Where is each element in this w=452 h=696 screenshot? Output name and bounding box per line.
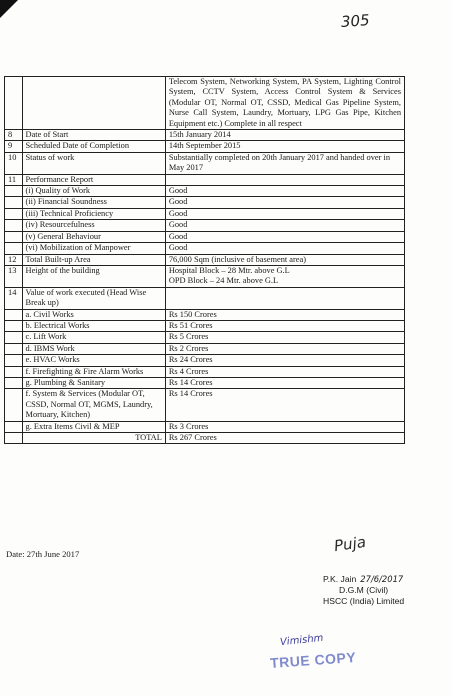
row-label: f. System & Services (Modular OT, CSSD, Normal OT, MGMS, Laundry, Mortuary, Kitchen) (22, 389, 165, 421)
row-value: 76,000 Sqm (inclusive of basement area) (165, 254, 404, 265)
row-label: Height of the building (22, 265, 165, 287)
row-number: 8 (5, 130, 23, 141)
table-row (5, 141, 405, 152)
row-label: Performance Report (22, 174, 165, 185)
signatory-organization: HSCC (India) Limited (323, 596, 405, 606)
table-row (5, 186, 405, 197)
row-value: Good (165, 231, 404, 242)
table-row (5, 243, 405, 254)
row-value (165, 265, 404, 287)
row-number: 12 (5, 254, 23, 265)
row-label: (iv) Resourcefulness (22, 220, 165, 231)
table-row (5, 174, 405, 185)
row-label: (v) General Behaviour (22, 231, 165, 242)
table-row (5, 130, 405, 141)
row-value: 14th September 2015 (165, 141, 404, 152)
row-label: d. IBMS Work (22, 343, 165, 354)
table-row (5, 197, 405, 208)
row-value: Good (165, 197, 404, 208)
row-label: Date of Start (22, 130, 165, 141)
height-hospital-block: Hospital Block – 28 Mtr. above G.L (168, 265, 290, 275)
row-value: Rs 5 Crores (165, 332, 404, 343)
row-number: 11 (5, 174, 23, 185)
row-value: Rs 2 Crores (165, 343, 404, 354)
table-row (5, 220, 405, 231)
table-row (5, 332, 405, 343)
row-label: Status of work (22, 152, 165, 174)
table-row (5, 231, 405, 242)
row-value: Rs 24 Crores (165, 355, 404, 366)
row-number: 14 (5, 287, 23, 309)
document-date: Date: 27th June 2017 (6, 549, 80, 559)
table-row (5, 309, 405, 320)
table-row (5, 343, 405, 354)
row-value: Good (165, 220, 404, 231)
row-number: 9 (5, 141, 23, 152)
row-value: Substantially completed on 20th January 2017 and handed over in May 2017 (165, 152, 404, 174)
row-label: Total Built-up Area (22, 254, 165, 265)
row-value: Rs 150 Crores (165, 309, 404, 320)
row-value: 15th January 2014 (165, 130, 404, 141)
handwritten-signature: Puja (332, 532, 368, 556)
row-label: a. Civil Works (22, 309, 165, 320)
table-row (5, 320, 405, 331)
page-corner-mark (0, 0, 18, 18)
table-row (5, 366, 405, 377)
table-row (5, 152, 405, 174)
signatory-designation: D.G.M (Civil) (339, 585, 389, 595)
row-value: Rs 14 Crores (165, 377, 404, 388)
row-label: g. Extra Items Civil & MEP (22, 421, 165, 432)
signatory-name: P.K. Jain (323, 574, 357, 584)
stamp-signature: Vimishm (279, 632, 324, 649)
row-label: (i) Quality of Work (22, 186, 165, 197)
true-copy-stamp: TRUE COPY (269, 649, 357, 671)
row-value: Good (165, 243, 404, 254)
row-label: (ii) Financial Soundness (22, 197, 165, 208)
table-row (5, 421, 405, 432)
total-label: TOTAL (22, 433, 165, 444)
row-label: (iii) Technical Proficiency (22, 208, 165, 219)
table-row (5, 433, 405, 444)
row-label: f. Firefighting & Fire Alarm Works (22, 366, 165, 377)
table-row (5, 389, 405, 421)
row-label: Value of work executed (Head Wise Break up) (22, 287, 165, 309)
work-details-table (4, 76, 405, 444)
table-row (5, 265, 405, 287)
height-opd-block: OPD Block – 24 Mtr. above G.L (168, 276, 279, 286)
signatory-block (323, 574, 404, 607)
scope-continuation: Telecom System, Networking System, PA System, Lighting Control System, CCTV System, Access Control System & Services (Modular OT, Normal OT, CSSD, Medical Gas Pipeline System, Nurse Call System, Laundry, Mortuary, LPG Gas Pipe, Kitchen Equipment etc.) Complete in all respect (165, 77, 404, 130)
row-value: Good (165, 208, 404, 219)
row-number: 13 (5, 265, 23, 287)
table-row (5, 377, 405, 388)
row-value: Rs 14 Crores (165, 389, 404, 421)
table-row (5, 287, 405, 309)
row-label: Scheduled Date of Completion (22, 141, 165, 152)
row-value: Rs 4 Crores (165, 366, 404, 377)
row-label: b. Electrical Works (22, 320, 165, 331)
row-label: g. Plumbing & Sanitary (22, 377, 165, 388)
row-value: Rs 51 Crores (165, 320, 404, 331)
page-number: 305 (340, 11, 371, 31)
signature-date: 27/6/2017 (360, 574, 404, 584)
row-label: e. HVAC Works (22, 355, 165, 366)
row-value: Good (165, 186, 404, 197)
table-row (5, 254, 405, 265)
table-row (5, 77, 405, 130)
row-label: c. Lift Work (22, 332, 165, 343)
row-value: Rs 3 Crores (165, 421, 404, 432)
total-value: Rs 267 Crores (165, 433, 404, 444)
table-row (5, 208, 405, 219)
row-label: (vi) Mobilization of Manpower (22, 243, 165, 254)
row-number: 10 (5, 152, 23, 174)
table-row (5, 355, 405, 366)
